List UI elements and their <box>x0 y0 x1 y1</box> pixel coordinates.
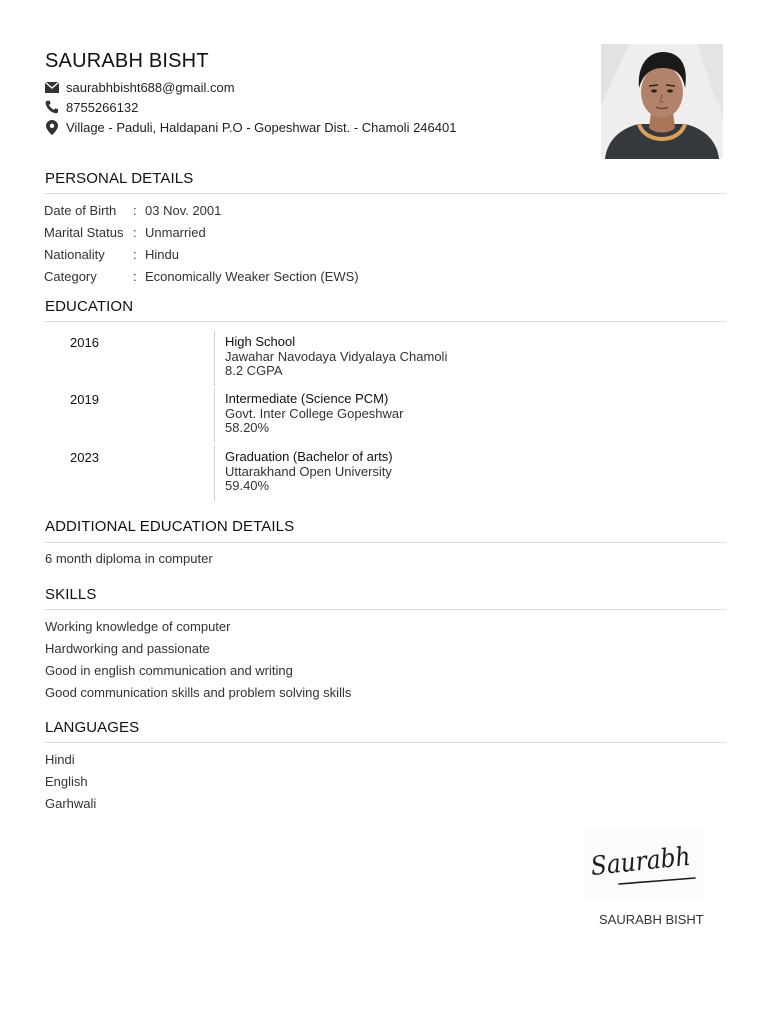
detail-row-category <box>44 267 359 285</box>
education-degree: High School <box>225 334 296 349</box>
timeline-line <box>214 388 215 443</box>
detail-value: Economically Weaker Section (EWS) <box>145 268 359 284</box>
education-year: 2019 <box>70 392 99 407</box>
education-details <box>225 450 393 494</box>
section-title-skills: SKILLS <box>45 586 97 603</box>
skill-item: Good in english communication and writing <box>45 662 293 678</box>
language-item: English <box>45 773 88 789</box>
timeline-line <box>214 446 215 501</box>
section-title-languages: LANGUAGES <box>45 719 140 736</box>
address-text: Village - Paduli, Haldapani P.O - Gopeshwar Dist. - Chamoli 246401 <box>66 119 457 135</box>
education-score: 58.20% <box>225 420 270 435</box>
detail-value: Unmarried <box>145 224 206 240</box>
detail-separator: : <box>133 202 137 218</box>
section-title-education: EDUCATION <box>45 298 134 315</box>
education-score: 59.40% <box>225 478 270 493</box>
additional-education-item: 6 month diploma in computer <box>45 550 213 566</box>
detail-row-marital-status <box>44 223 206 241</box>
education-entry <box>70 392 670 446</box>
detail-label: Date of Birth <box>44 202 117 218</box>
detail-separator: : <box>133 268 137 284</box>
education-institution: Jawahar Navodaya Vidyalaya Chamoli <box>225 348 448 364</box>
education-score: 8.2 CGPA <box>225 363 283 378</box>
envelope-icon <box>44 79 60 95</box>
section-title-personal-details: PERSONAL DETAILS <box>45 170 194 187</box>
contact-phone-row <box>44 98 138 116</box>
section-divider <box>44 321 726 322</box>
education-degree: Graduation (Bachelor of arts) <box>225 449 393 464</box>
phone-text: 8755266132 <box>66 99 139 115</box>
profile-photo <box>601 44 723 159</box>
contact-address-row <box>44 118 456 136</box>
signature-name: SAURABH BISHT <box>599 912 704 927</box>
detail-row-dob <box>44 201 221 219</box>
skill-item: Hardworking and passionate <box>45 640 210 656</box>
section-divider <box>44 609 726 610</box>
detail-label: Category <box>44 268 97 284</box>
detail-value: 03 Nov. 2001 <box>145 202 222 218</box>
section-title-additional-education: ADDITIONAL EDUCATION DETAILS <box>45 518 295 535</box>
detail-label: Marital Status <box>44 224 124 240</box>
language-item: Garhwali <box>45 795 97 811</box>
phone-icon <box>44 99 60 115</box>
timeline-line <box>214 331 215 386</box>
skill-item: Good communication skills and problem solving skills <box>45 684 352 700</box>
education-details <box>225 392 403 436</box>
detail-row-nationality <box>44 245 179 263</box>
detail-separator: : <box>133 224 137 240</box>
signature-script: Saurabh <box>589 840 703 883</box>
signature-image <box>585 830 703 898</box>
section-divider <box>44 542 726 543</box>
education-institution: Uttarakhand Open University <box>225 463 392 479</box>
candidate-name: SAURABH BISHT <box>45 50 209 72</box>
location-pin-icon <box>44 119 60 135</box>
education-entry <box>70 450 670 504</box>
contact-email-row <box>44 78 235 96</box>
section-divider <box>44 742 726 743</box>
skill-item: Working knowledge of computer <box>45 618 231 634</box>
detail-value: Hindu <box>145 246 179 262</box>
education-year: 2016 <box>70 335 99 350</box>
education-details <box>225 335 447 379</box>
language-item: Hindi <box>45 751 75 767</box>
section-divider <box>44 193 726 194</box>
detail-separator: : <box>133 246 137 262</box>
education-degree: Intermediate (Science PCM) <box>225 391 389 406</box>
email-text: saurabhbisht688@gmail.com <box>66 79 235 95</box>
detail-label: Nationality <box>44 246 105 262</box>
education-entry <box>70 335 670 389</box>
education-year: 2023 <box>70 450 99 465</box>
education-institution: Govt. Inter College Gopeshwar <box>225 405 404 421</box>
